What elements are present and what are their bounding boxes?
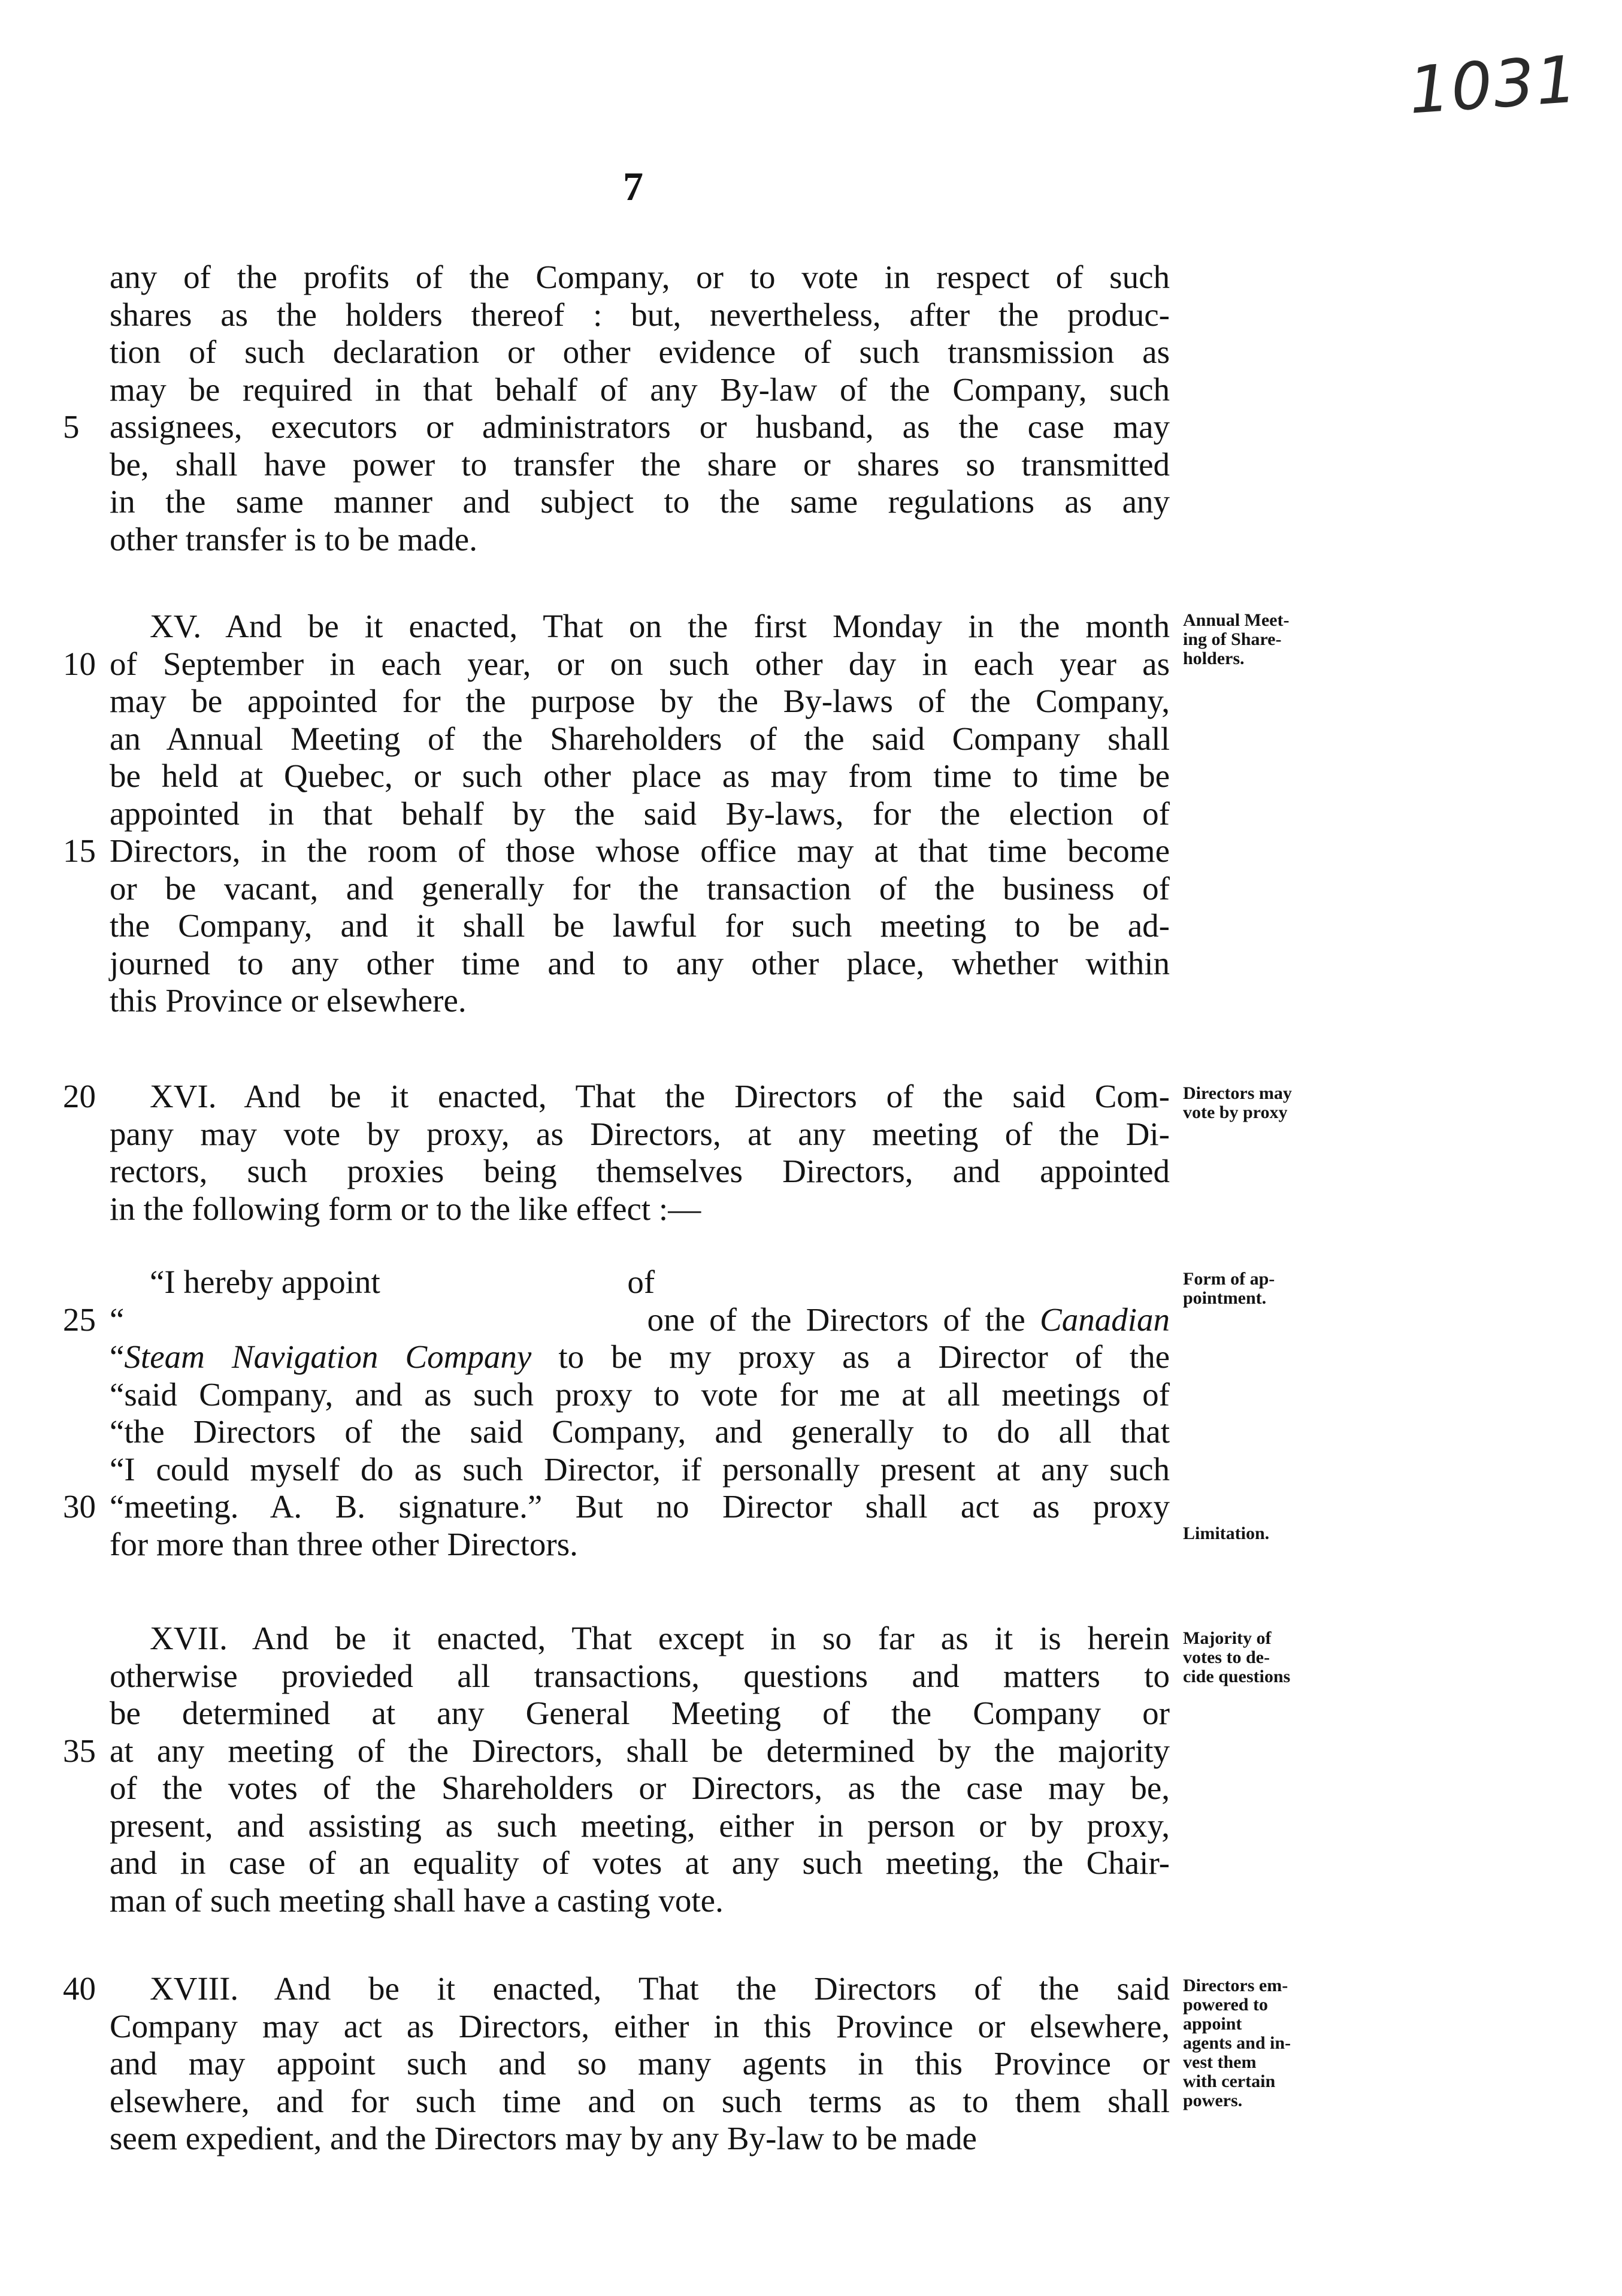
margin-note-line: ing of Share-	[1183, 629, 1282, 649]
text-line: “meeting. A. B. signature.” But no Director shall act as proxy	[110, 1488, 1170, 1525]
margin-note-line: Annual Meet-	[1183, 610, 1290, 630]
margin-note-line: Limitation.	[1183, 1523, 1270, 1543]
text-line: “ one of the Directors of the Canadian	[110, 1301, 1170, 1338]
text-line: may be required in that behalf of any By-law of the Company, such	[110, 371, 1170, 408]
text-line: “the Directors of the said Company, and generally to do all that	[110, 1413, 1170, 1450]
text-line: in the following form or to the like effect :—	[110, 1190, 701, 1227]
text-line: any of the profits of the Company, or to vote in respect of such	[110, 259, 1170, 295]
text-line: “said Company, and as such proxy to vote for me at all meetings of	[110, 1376, 1170, 1413]
text-line: seem expedient, and the Directors may by any By-law to be made	[110, 2120, 977, 2156]
text-line: journed to any other time and to any other place, whether within	[110, 944, 1170, 982]
text-line: man of such meeting shall have a casting vote.	[110, 1882, 724, 1919]
line-number: 10	[63, 645, 96, 682]
margin-note-line: vote by proxy	[1183, 1102, 1288, 1122]
margin-note-line: agents and in-	[1183, 2033, 1291, 2053]
text-line: present, and assisting as such meeting, either in person or by proxy,	[110, 1807, 1170, 1844]
text-line: rectors, such proxies being themselves Directors, and appointed	[110, 1153, 1170, 1189]
margin-note-line: powers.	[1183, 2091, 1243, 2110]
text-line: of the votes of the Shareholders or Directors, as the case may be,	[110, 1770, 1170, 1806]
folio-number: 1031	[1406, 42, 1581, 129]
text-line: in the same manner and subject to the same regulations as any	[110, 483, 1170, 520]
text-line: and in case of an equality of votes at any such meeting, the Chair-	[110, 1844, 1170, 1881]
margin-note-line: votes to de-	[1183, 1647, 1270, 1667]
text-line: be, shall have power to transfer the share or shares so transmitted	[110, 446, 1170, 483]
margin-note-line: Directors em-	[1183, 1976, 1288, 1995]
text-line: be held at Quebec, or such other place as may from time to time be	[110, 758, 1170, 794]
margin-note	[1183, 1524, 1357, 1543]
margin-note-line: Form of ap-	[1183, 1269, 1275, 1289]
line-number: 35	[63, 1732, 96, 1769]
text-line: the Company, and it shall be lawful for such meeting to be ad-	[110, 907, 1170, 944]
text-line: pany may vote by proxy, as Directors, at any meeting of the Di-	[110, 1115, 1170, 1152]
text-line: of September in each year, or on such other day in each year as	[110, 645, 1170, 682]
margin-note	[1183, 1976, 1357, 2110]
text-line: “Steam Navigation Company to be my proxy as a Director of the	[110, 1338, 1170, 1375]
line-number: 30	[63, 1488, 96, 1525]
text-line: be determined at any General Meeting of the Company or	[110, 1695, 1170, 1731]
margin-note-line: powered to	[1183, 1995, 1268, 2015]
text-line: XV. And be it enacted, That on the first Monday in the month	[150, 608, 1170, 644]
text-line: other transfer is to be made.	[110, 520, 477, 558]
text-line: may be appointed for the purpose by the By-laws of the Company,	[110, 683, 1170, 719]
text-line: and may appoint such and so many agents in this Province or	[110, 2045, 1170, 2082]
text-line: tion of such declaration or other evidence of such transmission as	[110, 334, 1170, 370]
page-number: 7	[623, 163, 643, 209]
text-line: an Annual Meeting of the Shareholders of the said Company shall	[110, 720, 1170, 757]
margin-note-line: with certain	[1183, 2071, 1276, 2091]
text-line: Company may act as Directors, either in this Province or elsewhere,	[110, 2007, 1170, 2044]
text-line: assignees, executors or administrators or husband, as the case may	[110, 408, 1170, 445]
margin-note-line: cide questions	[1183, 1667, 1291, 1686]
line-number: 20	[63, 1078, 96, 1114]
line-number: 15	[63, 832, 96, 869]
text-line: elsewhere, and for such time and on such terms as to them shall	[110, 2082, 1170, 2119]
text-line: appointed in that behalf by the said By-laws, for the election of	[110, 795, 1170, 832]
text-line: “I could myself do as such Director, if personally present at any such	[110, 1450, 1170, 1488]
text-line: Directors, in the room of those whose office may at that time become	[110, 832, 1170, 869]
margin-note-line: holders.	[1183, 649, 1245, 668]
margin-note	[1183, 611, 1357, 668]
margin-note	[1183, 1629, 1357, 1686]
text-line: for more than three other Directors.	[110, 1525, 578, 1562]
margin-note-line: Majority of	[1183, 1628, 1272, 1648]
text-line: XVI. And be it enacted, That the Directors of the said Com-	[150, 1078, 1170, 1114]
line-number: 40	[63, 1970, 96, 2007]
text-line: or be vacant, and generally for the transaction of the business of	[110, 870, 1170, 907]
text-line: XVII. And be it enacted, That except in so far as it is herein	[150, 1620, 1170, 1656]
line-number: 5	[63, 408, 80, 445]
margin-note-line: Directors may	[1183, 1083, 1292, 1103]
text-line: shares as the holders thereof : but, nevertheless, after the produc-	[110, 296, 1170, 333]
text-line: this Province or elsewhere.	[110, 982, 467, 1019]
text-line: otherwise provieded all transactions, questions and matters to	[110, 1657, 1170, 1694]
line-number: 25	[63, 1301, 96, 1338]
text-line: at any meeting of the Directors, shall be determined by the majority	[110, 1732, 1170, 1769]
margin-note	[1183, 1084, 1357, 1122]
margin-note-line: appoint	[1183, 2014, 1242, 2034]
margin-note-line: vest them	[1183, 2052, 1257, 2072]
margin-note-line: pointment.	[1183, 1288, 1267, 1308]
text-line: “I hereby appoint of	[150, 1264, 655, 1300]
margin-note	[1183, 1270, 1357, 1308]
text-line: XVIII. And be it enacted, That the Directors of the said	[150, 1970, 1170, 2007]
